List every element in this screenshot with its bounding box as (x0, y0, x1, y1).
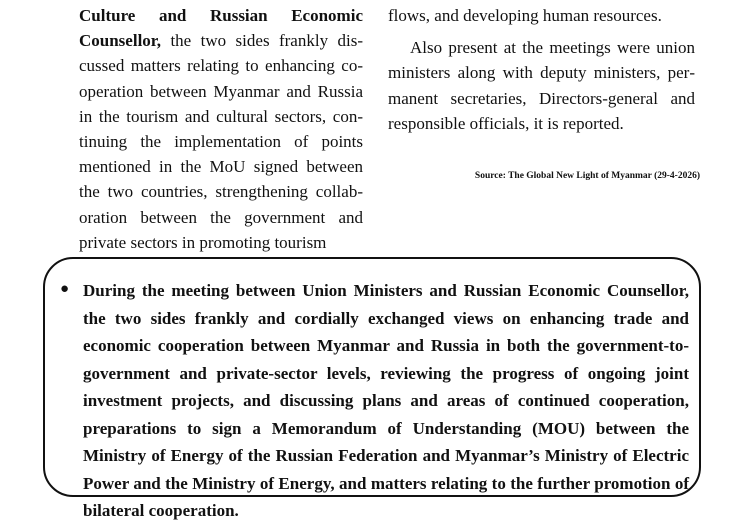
lead-bold-text: Culture and Russian Economic Counsellor, (79, 6, 363, 51)
bullet-icon: ● (60, 281, 70, 297)
right-continuation-text: flows, and developing human resources. (388, 6, 662, 25)
highlight-box (43, 257, 701, 520)
highlight-list-item (60, 277, 689, 525)
left-body-text: the two sides frankly discussed matters relating to enhancing cooperation between Myanmar and Russia in the tourism and cultural sectors, continuing the implementation of points mentioned in the MoU signed between the two countries, strengthening collaboration between the government and private sectors in promoting tourism (79, 31, 363, 252)
article-right-column (388, 3, 695, 136)
right-paragraph-2: Also present at the meetings were union ministers along with deputy ministers, permanent secretaries, Directors-general and responsible officials, it is reported. (388, 38, 695, 133)
article-left-column (79, 3, 363, 255)
left-paragraph (79, 3, 363, 255)
source-citation: Source: The Global New Light of Myanmar (29-4-2026) (474, 171, 700, 181)
highlight-text: During the meeting between Union Ministers and Russian Economic Counsellor, the two sides frankly and cordially exchanged views on enhancing trade and economic cooperation between Myanmar and Russia in both the government-to-government and private-sector levels, reviewing the progress of ongoing joint investment projects, and discussing plans and areas of continued cooperation, preparations to sign a Memorandum of Understanding (MOU) between the Ministry of Energy of the Russian Federation and Myanmar’s Ministry of Electric Power and the Ministry of Energy, and matters relating to the further promotion of bilateral cooperation. (83, 281, 689, 520)
